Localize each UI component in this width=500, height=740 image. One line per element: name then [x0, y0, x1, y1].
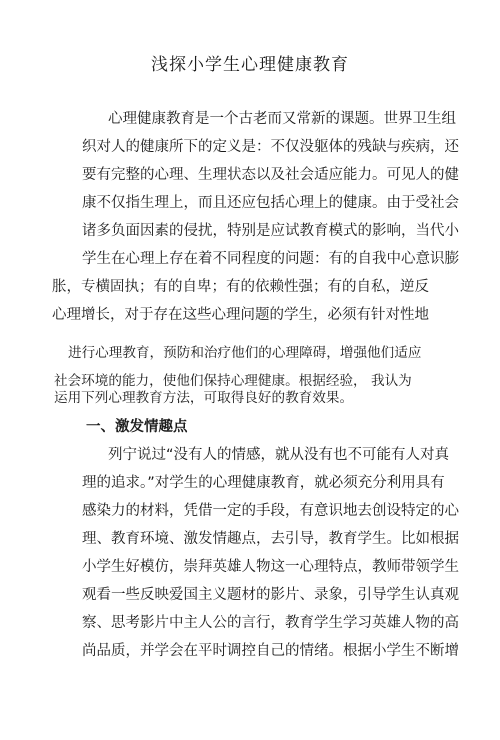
- section-line: 理的追求。”对学生的心理健康教育，就必须充分利用具有: [82, 475, 445, 491]
- paragraph-line: 织对人的健康所下的定义是：不仅没躯体的残缺与疾病，还: [82, 139, 459, 155]
- paragraph-line: 运用下列心理教育方法，可取得良好的教育效果。: [54, 390, 354, 406]
- paragraph-line: 康不仅指生理上，而且还应包括心理上的健康。由于受社会: [82, 195, 459, 211]
- section-line: 列宁说过“没有人的情感，就从没有也不可能有人对真: [108, 447, 450, 463]
- paragraph-line: 胀，专横固执；有的自卑；有的依赖性强；有的自私，逆反: [52, 279, 429, 295]
- document-title: 浅探小学生心理健康教育: [151, 55, 349, 75]
- section-line: 观看一些反映爱国主义题材的影片、录象，引导学生认真观: [82, 587, 459, 603]
- section-line: 尚品质，并学会在平时调控自己的情绪。根据小学生不断增: [82, 643, 459, 659]
- paragraph-line: 诸多负面因素的侵扰，特别是应试教育模式的影响，当代小: [82, 223, 459, 239]
- paragraph-line: 进行心理教育，预防和治疗他们的心理障碍，增强他们适应: [68, 345, 422, 361]
- section-line: 理、教育环境、激发情趣点，去引导，教育学生。比如根据: [82, 531, 459, 547]
- paragraph-line: 社会环境的能力，使他们保持心理健康。根据经验， 我认为: [54, 373, 412, 389]
- paragraph-line: 要有完整的心理、生理状态以及社会适应能力。可见人的健: [82, 167, 459, 183]
- paragraph-line: 心理增长，对于存在这些心理问题的学生，必须有针对性地: [52, 307, 429, 323]
- section-heading: 一、激发情趣点: [86, 419, 188, 435]
- section-line: 小学生好模仿，崇拜英雄人物这一心理特点，教师带领学生: [82, 559, 459, 575]
- section-line: 感染力的材料，凭借一定的手段，有意识地去创设特定的心: [82, 503, 459, 519]
- paragraph-line: 学生在心理上存在着不同程度的问题：有的自我中心意识膨: [82, 251, 459, 267]
- paragraph-line: 心理健康教育是一个古老而又常新的课题。世界卫生组: [108, 111, 456, 127]
- section-line: 察、思考影片中主人公的言行，教育学生学习英雄人物的高: [82, 615, 459, 631]
